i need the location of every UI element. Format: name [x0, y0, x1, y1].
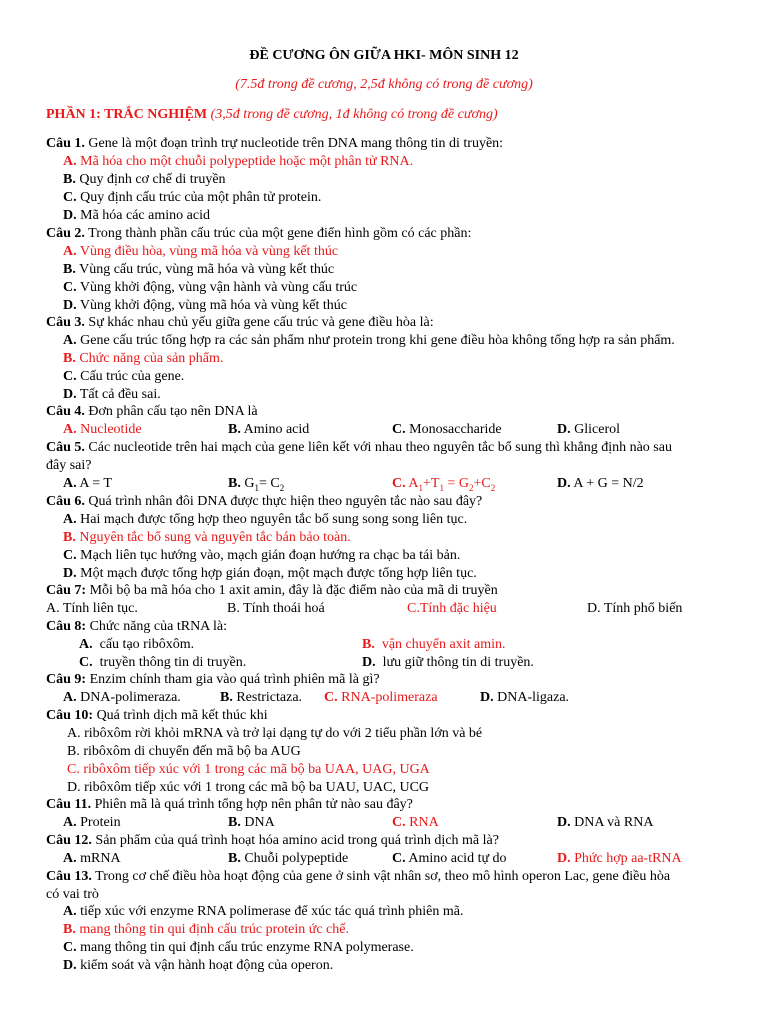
part1-note: (3,5đ trong đề cương, 1đ không có trong đề cương) — [210, 107, 498, 122]
q7-option-d: D. Tính phổ biến — [587, 601, 683, 616]
q13-option-a: A. tiếp xúc với enzyme RNA polimerase để xúc tác quá trình phiên mã. — [63, 904, 464, 919]
q7-stem: Câu 7: Mỗi bộ ba mã hóa cho 1 axit amin, đây là đặc điểm nào của mã di truyền — [46, 583, 498, 598]
q13-option-c: C. mang thông tin qui định cấu trúc enzyme RNA polymerase. — [63, 940, 414, 955]
q4-option-d: D. Glicerol — [557, 422, 620, 437]
q2-stem: Câu 2. Trong thành phần cấu trúc của một gene điển hình gồm có các phần: — [46, 226, 472, 241]
q4-option-a: A. Nucleotide — [63, 422, 142, 437]
q5-option-c: C. $A_1+T_1 = G_2+C_2$ — [392, 476, 496, 493]
q13-stem-cont: có vai trò — [46, 887, 99, 902]
document-title: ĐỀ CƯƠNG ÔN GIỮA HKI- MÔN SINH 12 — [249, 48, 519, 63]
q9-option-a: A. DNA-polimeraza. — [63, 690, 181, 705]
q12-option-c: C. Amino acid tự do — [392, 851, 507, 866]
q6-option-d: D. Một mạch được tổng hợp gián đoạn, một mạch được tổng hợp liên tục. — [63, 566, 477, 581]
q1-option-b: B. Quy định cơ chế di truyền — [63, 172, 226, 187]
document-subtitle: (7.5đ trong đề cương, 2,5đ không có trong đề cương) — [235, 77, 533, 92]
q3-option-c: C. Cấu trúc của gene. — [63, 369, 185, 384]
q5-stem-cont: đây sai? — [46, 458, 92, 473]
q6-option-c: C. Mạch liên tục hướng vào, mạch gián đoạn hướng ra chạc ba tái bản. — [63, 548, 461, 563]
q5-option-a: A. A = T — [63, 476, 112, 491]
q8-option-d: D. lưu giữ thông tin di truyền. — [362, 655, 534, 670]
q9-option-d: D. DNA-ligaza. — [480, 690, 570, 705]
q5-option-d: D. A + G = N/2 — [557, 476, 644, 491]
q11-option-b: B. DNA — [228, 815, 275, 830]
q11-option-a: A. Protein — [63, 815, 121, 830]
part1-title: PHẦN 1: TRẮC NGHIỆM — [46, 107, 208, 122]
q7-option-b: B. Tính thoái hoá — [227, 601, 325, 616]
q3-option-a: A. Gene cấu trúc tổng hợp ra các sản phẩm như protein trong khi gene điều hòa không tổng hợp ra sản phẩm. — [63, 333, 675, 348]
q4-option-c: C. Monosaccharide — [392, 422, 502, 437]
q12-option-b: B. Chuỗi polypeptide — [228, 851, 349, 866]
q9-stem: Câu 9: Enzim chính tham gia vào quá trình phiên mã là gì? — [46, 672, 380, 687]
q4-option-b: B. Amino acid — [228, 422, 310, 437]
q2-option-a: A. Vùng điều hòa, vùng mã hóa và vùng kết thúc — [63, 244, 339, 259]
q11-stem: Câu 11. Phiên mã là quá trình tổng hợp nên phân tử nào sau đây? — [46, 797, 413, 812]
q10-stem: Câu 10: Quá trình dịch mã kết thúc khi — [46, 708, 268, 723]
q13-option-b: B. mang thông tin qui định cấu trúc protein ức chế. — [63, 922, 349, 937]
q8-option-b: B. vận chuyển axit amin. — [362, 637, 506, 652]
q2-option-b: B. Vùng cấu trúc, vùng mã hóa và vùng kết thúc — [63, 262, 335, 277]
part1-heading — [46, 106, 498, 124]
q1-option-a: A. Mã hóa cho một chuỗi polypeptide hoặc một phân tử RNA. — [63, 154, 414, 169]
q11-option-d: D. DNA và RNA — [557, 815, 654, 830]
q6-option-b: B. Nguyên tắc bổ sung và nguyên tắc bán bảo toàn. — [63, 530, 351, 545]
q1-stem: Câu 1. Gene là một đoạn trình trự nucleotide trên DNA mang thông tin di truyền: — [46, 136, 504, 151]
q5-stem: Câu 5. Các nucleotide trên hai mạch của gene liên kết với nhau theo nguyên tắc bổ sung thì khẳng định nào sau — [46, 440, 672, 455]
q9-option-b: B. Restrictaza. — [220, 690, 303, 705]
q1-option-c: C. Quy định cấu trúc của một phân tử protein. — [63, 190, 322, 205]
q10-option-d: D. ribôxôm tiếp xúc với 1 trong các mã bộ ba UAU, UAC, UCG — [67, 780, 430, 795]
q10-option-b: B. ribôxôm di chuyển đến mã bộ ba AUG — [67, 744, 301, 759]
q3-stem: Câu 3. Sự khác nhau chủ yếu giữa gene cấu trúc và gene điều hòa là: — [46, 315, 434, 330]
q2-option-d: D. Vùng khởi động, vùng mã hóa và vùng kết thúc — [63, 298, 348, 313]
q12-option-a: A. mRNA — [63, 851, 121, 866]
q12-option-d: D. Phức hợp aa-tRNA — [557, 851, 682, 866]
q13-option-d: D. kiểm soát và vận hành hoạt động của operon. — [63, 958, 334, 973]
q12-stem: Câu 12. Sản phẩm của quá trình hoạt hóa amino acid trong quá trình dịch mã là? — [46, 833, 499, 848]
q3-option-d: D. Tất cả đều sai. — [63, 387, 161, 402]
q13-stem: Câu 13. Trong cơ chế điều hòa hoạt động của gene ở sinh vật nhân sơ, theo mô hình operon Lac, gene điều hòa — [46, 869, 671, 884]
q11-option-c: C. RNA — [392, 815, 439, 830]
q8-option-c: C. truyền thông tin di truyền. — [79, 655, 247, 670]
q7-option-c: C.Tính đặc hiệu — [407, 601, 497, 616]
q4-stem: Câu 4. Đơn phân cấu tạo nên DNA là — [46, 404, 258, 419]
q3-option-b: B. Chức năng của sản phẩm. — [63, 351, 224, 366]
q1-option-d: D. Mã hóa các amino acid — [63, 208, 210, 223]
q9-option-c: C. RNA-polimeraza — [324, 690, 438, 705]
q2-option-c: C. Vùng khởi động, vùng vận hành và vùng cấu trúc — [63, 280, 358, 295]
q6-option-a: A. Hai mạch được tổng hợp theo nguyên tắc bổ sung song song liên tục. — [63, 512, 468, 527]
q10-option-c: C. ribôxôm tiếp xúc với 1 trong các mã bộ ba UAA, UAG, UGA — [67, 762, 430, 777]
q8-stem: Câu 8: Chức năng của tRNA là: — [46, 619, 228, 634]
q8-option-a: A. cấu tạo ribôxôm. — [79, 637, 195, 652]
q5-option-b: B. $G_1= C_2$ — [228, 476, 285, 493]
q7-option-a: A. Tính liên tục. — [46, 601, 138, 616]
q10-option-a: A. ribôxôm rời khỏi mRNA và trở lại dạng tự do với 2 tiểu phần lớn và bé — [67, 726, 483, 741]
q6-stem: Câu 6. Quá trình nhân đôi DNA được thực hiện theo nguyên tắc nào sau đây? — [46, 494, 483, 509]
